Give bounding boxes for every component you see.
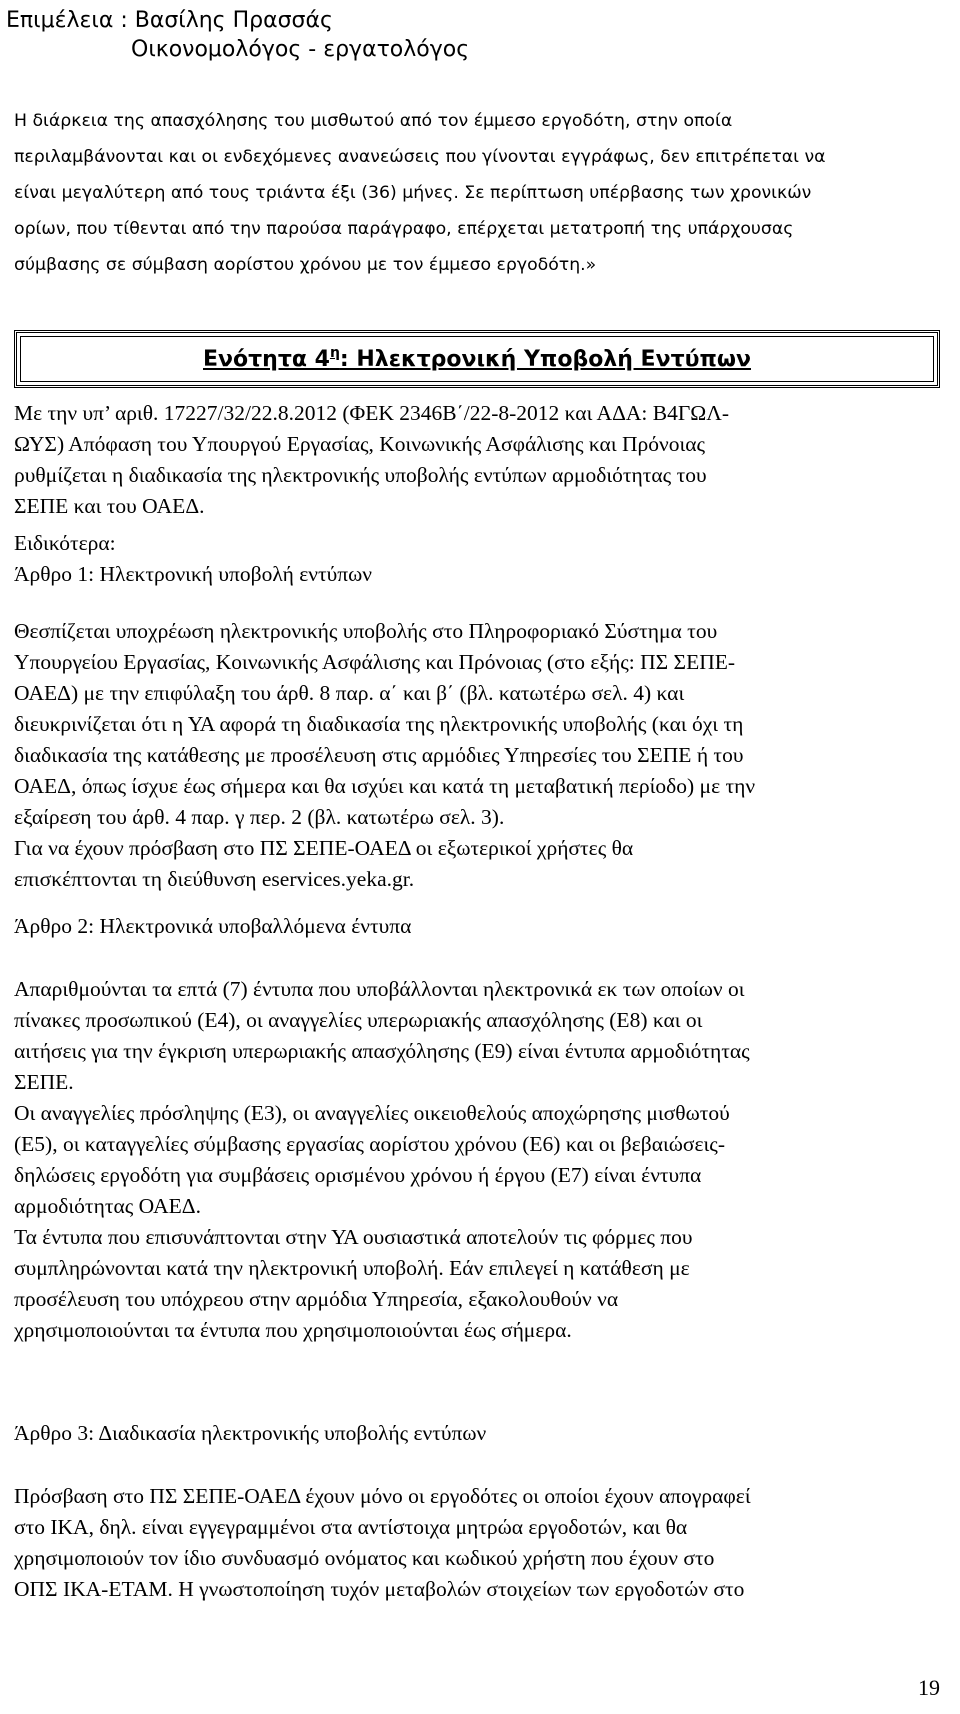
- text-line: είναι μεγαλύτερη από τους τριάντα έξι (36) μήνες. Σε περίπτωση υπέρβασης των χρονικών: [14, 183, 812, 203]
- article2-body: [14, 974, 944, 1346]
- text-line: Οι αναγγελίες πρόσληψης (Ε3), οι αναγγελίες οικειοθελούς αποχώρησης μισθωτού: [14, 1101, 730, 1125]
- text-line: ΣΕΠΕ.: [14, 1070, 74, 1094]
- article2-title: Άρθρο 2: Ηλεκτρονικά υποβαλλόμενα έντυπα: [14, 914, 412, 938]
- text-line: (Ε5), οι καταγγελίες σύμβασης εργασίας αορίστου χρόνου (Ε6) και οι βεβαιώσεις-: [14, 1132, 725, 1156]
- page-number: 19: [918, 1675, 940, 1700]
- text-line: Υπουργείου Εργασίας, Κοινωνικής Ασφάλισης και Πρόνοιας (στο εξής: ΠΣ ΣΕΠΕ-: [14, 650, 736, 674]
- section-heading-box: [14, 330, 940, 388]
- page-header: [6, 6, 469, 64]
- text-line: δηλώσεις εργοδότη για συμβάσεις ορισμένου χρόνου ή έργου (Ε7) είναι έντυπα: [14, 1163, 702, 1187]
- intro-paragraph: [14, 103, 944, 283]
- text-line: Για να έχουν πρόσβαση στο ΠΣ ΣΕΠΕ-ΟΑΕΔ οι εξωτερικοί χρήστες θα: [14, 836, 634, 860]
- text-line: επισκέπτονται τη διεύθυνση eservices.yeka.gr.: [14, 867, 415, 891]
- text-line: χρησιμοποιούν τον ίδιο συνδυασμό ονόματος και κωδικού χρήστη που έχουν στο: [14, 1546, 715, 1570]
- text-line: Τα έντυπα που επισυνάπτονται στην ΥΑ ουσιαστικά αποτελούν τις φόρμες που: [14, 1225, 693, 1249]
- text-line: σύμβασης σε σύμβαση αορίστου χρόνου με τον έμμεσο εργοδότη.»: [14, 255, 597, 275]
- article2-title-block: [14, 911, 944, 942]
- text-line: ορίων, που τίθενται από την παρούσα παράγραφο, επέρχεται μετατροπή της υπάρχουσας: [14, 219, 794, 239]
- header-author: Επιμέλεια : Βασίλης Πρασσάς: [6, 8, 333, 33]
- article3-title: Άρθρο 3: Διαδικασία ηλεκτρονικής υποβολής εντύπων: [14, 1421, 487, 1445]
- text-line: πίνακες προσωπικού (Ε4), οι αναγγελίες υπερωριακής απασχόλησης (Ε8) και οι: [14, 1008, 703, 1032]
- text-line: Με την υπ’ αριθ. 17227/32/22.8.2012 (ΦΕΚ 2346Β΄/22-8-2012 και ΑΔΑ: Β4ΓΩΛ-: [14, 401, 730, 425]
- text-line: διευκρινίζεται ότι η ΥΑ αφορά τη διαδικασία της ηλεκτρονικής υποβολής (και όχι τη: [14, 712, 744, 736]
- section-title: [17, 345, 937, 372]
- section-title-sup: η: [329, 345, 340, 361]
- section-title-prefix: Ενότητα 4: [203, 347, 330, 372]
- text-line: ΣΕΠΕ και του ΟΑΕΔ.: [14, 494, 205, 518]
- header-role: Οικονομολόγος - εργατολόγος: [131, 37, 470, 62]
- text-line: χρησιμοποιούνται τα έντυπα που χρησιμοποιούνται έως σήμερα.: [14, 1318, 572, 1342]
- text-line: ΟΑΕΔ, όπως ίσχυε έως σήμερα και θα ισχύει και κατά τη μεταβατική περίοδο) με την: [14, 774, 756, 798]
- text-line: ΩΥΣ) Απόφαση του Υπουργού Εργασίας, Κοινωνικής Ασφάλισης και Πρόνοιας: [14, 432, 706, 456]
- text-line: αιτήσεις για την έγκριση υπερωριακής απασχόλησης (Ε9) είναι έντυπα αρμοδιότητας: [14, 1039, 750, 1063]
- text-line: ΟΠΣ ΙΚΑ-ΕΤΑΜ. Η γνωστοποίηση τυχόν μεταβολών στοιχείων των εργοδοτών στο: [14, 1577, 745, 1601]
- text-line: προσέλευση του υπόχρεου στην αρμόδια Υπηρεσία, εξακολουθούν να: [14, 1287, 619, 1311]
- text-line: ΟΑΕΔ) με την επιφύλαξη του άρθ. 8 παρ. α΄ και β΄ (βλ. κατωτέρω σελ. 4) και: [14, 681, 685, 705]
- article3-title-block: [14, 1418, 944, 1449]
- text-line: αρμοδιότητας ΟΑΕΔ.: [14, 1194, 201, 1218]
- text-line: διαδικασία της κατάθεσης με προσέλευση στις αρμόδιες Υπηρεσίες του ΣΕΠΕ ή του: [14, 743, 744, 767]
- specifically-block: [14, 528, 944, 590]
- text-line: Η διάρκεια της απασχόλησης του μισθωτού από τον έμμεσο εργοδότη, στην οποία: [14, 111, 733, 131]
- text-line: Απαριθμούνται τα επτά (7) έντυπα που υποβάλλονται ηλεκτρονικά εκ των οποίων οι: [14, 977, 745, 1001]
- text-line: Πρόσβαση στο ΠΣ ΣΕΠΕ-ΟΑΕΔ έχουν μόνο οι εργοδότες οι οποίοι έχουν απογραφεί: [14, 1484, 751, 1508]
- text-line: εξαίρεση του άρθ. 4 παρ. γ περ. 2 (βλ. κατωτέρω σελ. 3).: [14, 805, 505, 829]
- decision-paragraph: [14, 398, 944, 522]
- text-line: συμπληρώνονται κατά την ηλεκτρονική υποβολή. Εάν επιλεγεί η κατάθεση με: [14, 1256, 690, 1280]
- article1-title: Άρθρο 1: Ηλεκτρονική υποβολή εντύπων: [14, 562, 372, 586]
- specifically-label: Ειδικότερα:: [14, 531, 116, 555]
- section-title-suffix: : Ηλεκτρονική Υποβολή Εντύπων: [339, 347, 751, 372]
- article1-body: [14, 616, 944, 895]
- text-line: στο ΙΚΑ, δηλ. είναι εγγεγραμμένοι στα αντίστοιχα μητρώα εργοδοτών, και θα: [14, 1515, 688, 1539]
- text-line: Θεσπίζεται υποχρέωση ηλεκτρονικής υποβολής στο Πληροφοριακό Σύστημα του: [14, 619, 718, 643]
- text-line: ρυθμίζεται η διαδικασία της ηλεκτρονικής υποβολής εντύπων αρμοδιότητας του: [14, 463, 707, 487]
- article3-body: [14, 1481, 944, 1605]
- text-line: περιλαμβάνονται και οι ενδεχόμενες ανανεώσεις που γίνονται εγγράφως, δεν επιτρέπεται να: [14, 147, 826, 167]
